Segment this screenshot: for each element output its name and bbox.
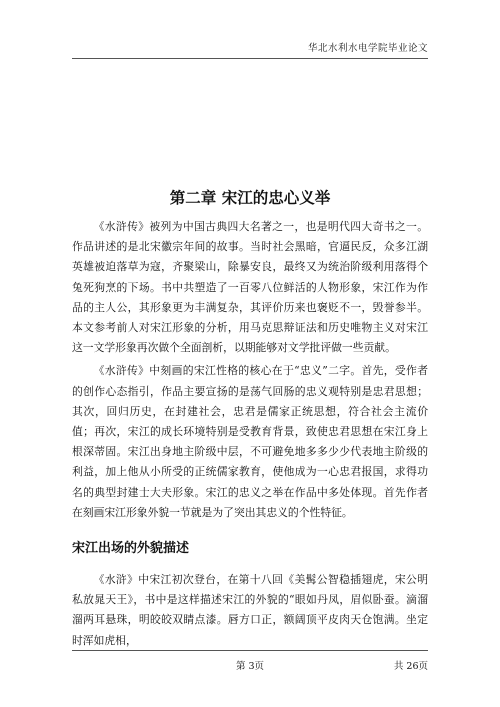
section-paragraph: 《水浒》中宋江初次登台，在第十八回《美髯公智稳插翅虎，宋公明私放晁天王》，书中是这样描述宋江的外貌的“眼如丹凤，眉似卧蚕。滴溜溜两耳悬珠，明皎皎双睛点漆。唇方口正，额阔顶平皮肉天仓饱满。坐定时浑如虎相，: [72, 573, 428, 647]
page-number: 第 3页: [235, 661, 265, 672]
chapter-title: 第二章 宋江的忠心义举: [169, 189, 331, 207]
body-paragraph: 《水浒传》被列为中国古典四大名著之一，也是明代四大奇书之一。作品讲述的是北宋徽宗年间的故事。当时社会黑暗，官逼民反，众多江湖英雄被迫落草为寇，齐聚梁山，除暴安良，最终又为统治阶级利用落得个兔死狗烹的下场。书中共塑造了一百零八位鲜活的人物形象，宋江作为作品的主人公，其形象更为丰满复杂，其评价历来也褒贬不一，毁誉参半。本文参考前人对宋江形象的分析，用马克思辩证法和历史唯物主义对宋江这一文学形象再次做个全面剖析，以期能够对文学批评做一些贡献。: [72, 220, 428, 355]
page-body: [72, 217, 428, 654]
page-footer: [72, 650, 428, 677]
header-title: 华北水利水电学院毕业论文: [307, 43, 428, 54]
page-header: [72, 36, 428, 59]
page-total: 共 26页: [393, 661, 428, 672]
section-title: 宋江出场的外貌描述: [72, 541, 190, 557]
body-paragraph: 《水浒传》中刻画的宋江性格的核心在于“忠义”二字。首先，受作者的创作心态指引，作品主要宣扬的是荡气回肠的忠义观特别是忠君思想；其次，回归历史，在封建社会，忠君是儒家正统思想，符合社会主流价值；再次，宋江的成长环境特别是受教育背景，致使忠君思想在宋江身上根深蒂固。宋江出身地主阶级中层，不可避免地多多少少代表地主阶级的利益，加上他从小所受的正统儒家教育，使他成为一心忠君报国，求得功名的典型封建士大夫形象。宋江的忠义之举在作品中多处体现。首先作者在刻画宋江形象外貌一节就是为了突出其忠义的个性特征。: [72, 364, 428, 519]
